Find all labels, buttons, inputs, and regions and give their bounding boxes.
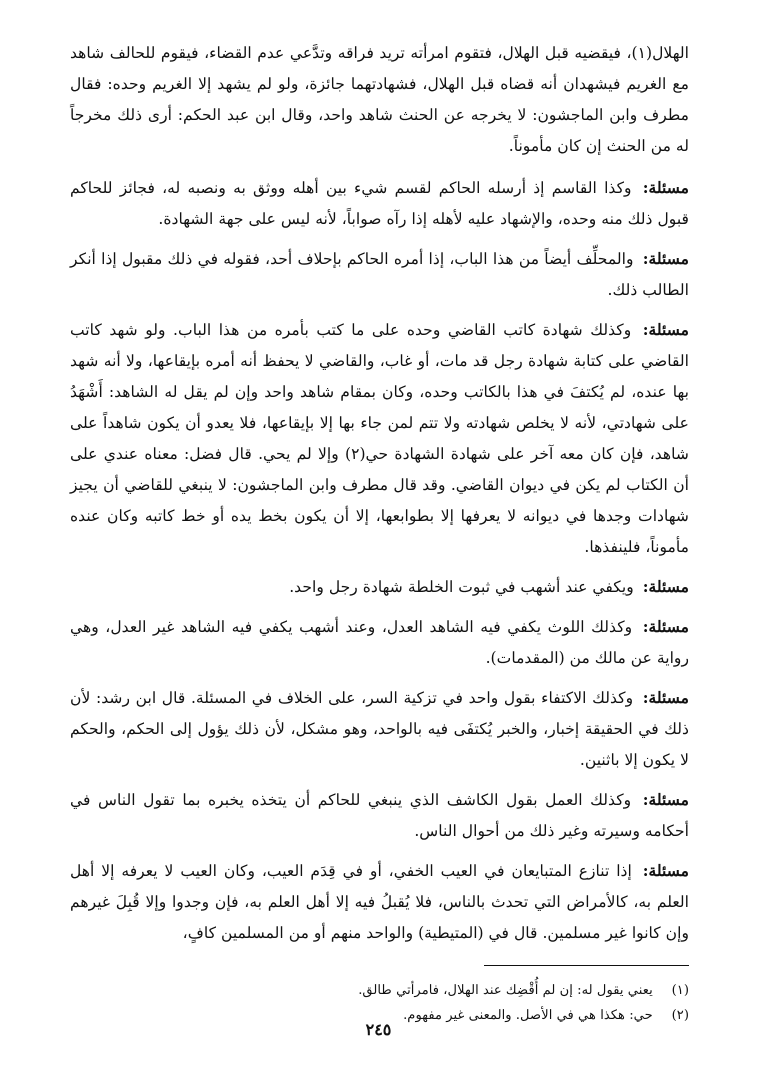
issue-label: مسئلة:: [642, 320, 689, 339]
paragraph-text: وكذلك اللوث يكفي فيه الشاهد العدل، وعند أشهب يكفي فيه الشاهد غير العدل، وهي رواية عن مالك من (المقدمات).: [70, 618, 689, 667]
paragraph-text: الهلال(١)، فيقضيه قبل الهلال، فتقوم امرأته تريد فراقه وتدَّعي عدم القضاء، فيقوم للحالف شاهد مع الغريم فيشهدان أنه قضاه قبل الهلال، فشهادتهما جائزة، ولو لم يشهد إلا الغريم وحده: فقال مطرف وابن الماجشون: لا يخرجه عن الحنث شاهد واحد، وقال ابن عبد الحكم: أرى ذلك مخرجاً له من الحنث إن كان مأموناً.: [70, 44, 689, 155]
issue-paragraph: [70, 784, 689, 847]
paragraph-text: وكذلك الاكتفاء بقول واحد في تزكية السر، على الخلاف في المسئلة. قال ابن رشد: لأن ذلك في الحقيقة إخبار، والخبر يُكتفَى فيه بالواحد، وهو مشكل، لأن ذلك يؤول إلى الحكم، والحكم لا يكون إلا باثنين.: [70, 689, 689, 769]
footnote-divider: [484, 965, 689, 966]
paragraph-text: إذا تنازع المتبايعان في العيب الخفي، أو في قِدَم العيب، وكان العيب لا يعرفه إلا أهل العلم به، كالأمراض التي تحدث بالناس، فلا يُقبلُ فيه إلا أهل العلم به، فإن وجدوا وإلا قُبِلَ غيرهم وإن كانوا غير مسلمين. قال في (المتيطية) والواحد منهم أو من المسلمين كافٍ،: [70, 862, 689, 942]
paragraph-continuation: [70, 38, 689, 162]
page-number: ٢٤٥: [365, 1020, 392, 1039]
main-text: [70, 38, 689, 949]
paragraph-text: وكذلك شهادة كاتب القاضي وحده على ما كتب بأمره من هذا الباب. ولو شهد كاتب القاضي على كتابة شهادة رجل قد مات، أو غاب، والقاضي لا يحفظ أنه أمره بإيقاعها، ولا أنه شهد بها عنده، لم يُكتفَ في هذا بالكاتب وحده، وكان بمقام شاهد واحد وإن لم يقل له الشاهد: أَشْهَدُ على شهادتي، لأنه لا يخلص شهادته ولا تتم لمن جاء بها إلا بإيقاعها، فلا يعدو أن يكون شاهداً على شاهد، فإن كان معه آخر على شهادة الشهادة حي(٢) وإلا لم يحي. قال فضل: معناه عندي على أن الكتاب لم يكن في ديوان القاضي. وقد قال مطرف وابن الماجشون: لا ينبغي للقاضي أن يجيز شهادات وجدها في ديوانه لا يعرفها إلا بطوابعها، إلا أن يكون بخط يده أو خط كاتبه وكان عنده مأموناً، فلينفذها.: [70, 321, 689, 556]
issue-label: مسئلة:: [642, 617, 689, 636]
issue-paragraph: [70, 571, 689, 603]
paragraph-text: وكذا القاسم إذ أرسله الحاكم لقسم شيء بين أهله ووثق به ونصبه له، فجائز للحاكم قبول ذلك منه وحده، والإشهاد عليه لأهله إذا رآه صواباً، لأنه ليس على جهة الشهادة.: [70, 179, 689, 228]
issue-paragraph: [70, 243, 689, 306]
issue-label: مسئلة:: [642, 688, 689, 707]
issue-paragraph: [70, 172, 689, 235]
footnote: [70, 978, 689, 1003]
paragraph-text: والمحلِّف أيضاً من هذا الباب، إذا أمره الحاكم بإحلاف أحد، فقوله في ذلك مقبول إذا أنكر الطالب ذلك.: [70, 250, 689, 299]
footnote-text: حي: هكذا هي في الأصل. والمعنى غير مفهوم.: [403, 1008, 653, 1023]
paragraph-text: وكذلك العمل بقول الكاشف الذي ينبغي للحاكم أن يتخذه يخبره بما تقول الناس في أحكامه وسيرته وغير ذلك من أحوال الناس.: [70, 791, 689, 840]
issue-label: مسئلة:: [642, 790, 689, 809]
issue-paragraph: [70, 611, 689, 674]
issue-paragraph: [70, 682, 689, 776]
issue-label: مسئلة:: [642, 178, 689, 197]
issue-label: مسئلة:: [642, 249, 689, 268]
issue-paragraph: [70, 314, 689, 563]
issue-label: مسئلة:: [642, 861, 689, 880]
footnote-text: يعني يقول له: إن لم أُقْضِك عند الهلال، فامرأتي طالق.: [358, 983, 653, 998]
footnote-number: (٢): [671, 1008, 689, 1023]
issue-paragraph: [70, 855, 689, 949]
footnote-number: (١): [671, 983, 689, 998]
paragraph-text: ويكفي عند أشهب في ثبوت الخلطة شهادة رجل واحد.: [289, 578, 634, 596]
issue-label: مسئلة:: [642, 577, 689, 596]
